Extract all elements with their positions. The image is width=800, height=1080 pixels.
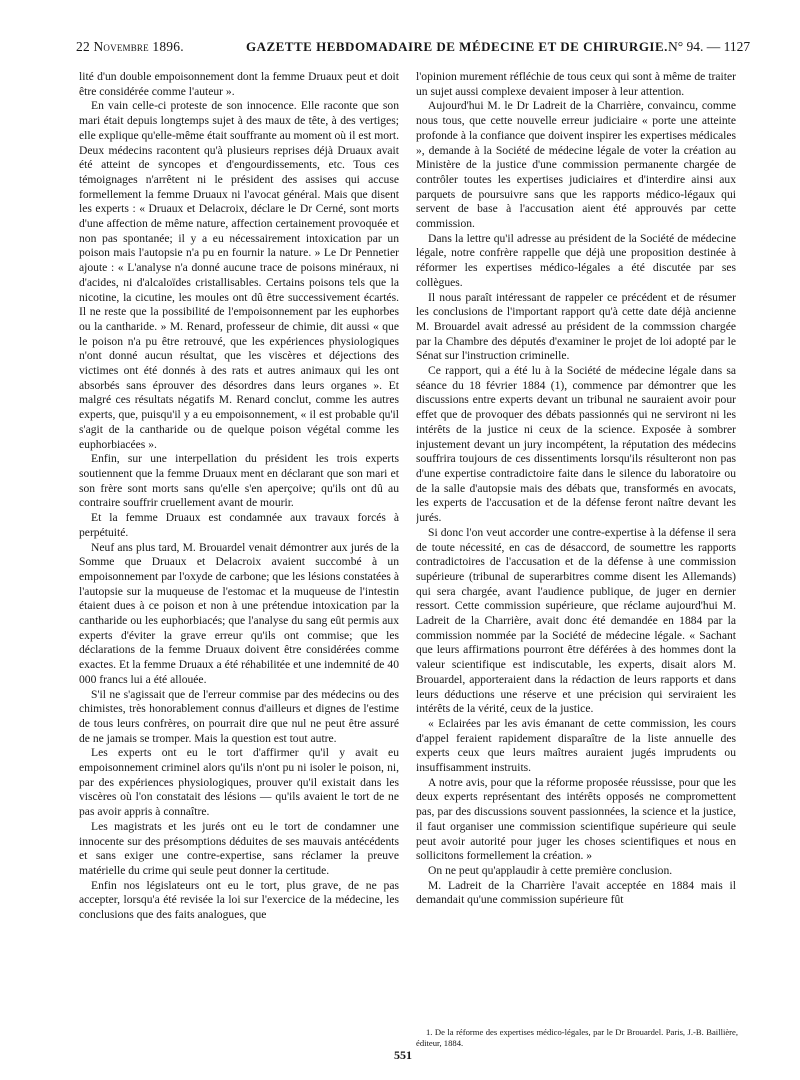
left-column [79, 70, 399, 1025]
paragraph: Dans la lettre qu'il adresse au président de la Société de médecine légale, notre confrère rappelle que déjà une proposition destinée à réformer les expertises médico-légales a été discutée par ses collègues. [416, 231, 736, 289]
paragraph: « Eclairées par les avis émanant de cette commission, les cours d'appel feraient rapidement disparaître de la liste annuelle des experts ceux que leurs maîtres auraient jugés imprudents ou insuffisamment instruits. [416, 716, 736, 775]
header-issue-number: N° 94. — 1127 [668, 39, 751, 54]
footnote-text: 1. De la réforme des expertises médico-légales, par le Dr Brouardel. Paris, J.-B. Baillière, éditeur, 1884. [416, 1027, 738, 1048]
paragraph: Les experts ont eu le tort d'affirmer qu'il y avait eu empoisonnement criminel alors qu'ils n'ont pu ni isoler le poison, ni, par des expériences physiologiques, prouver qu'il existait dans les viscères où l'on constatait des lésions — qu'ils avaient le tort de ne pas avoir appris à connaître. [79, 746, 399, 819]
page-header [76, 39, 751, 61]
paragraph: Enfin, sur une interpellation du président les trois experts soutiennent que la femme Druaux ment en déclarant que son mari et son frère sont morts sans qu'elle s'en aperçoive; qu'ils ont dû au contraire souffrir cruellement avant de mourir. [79, 452, 399, 510]
paragraph: lité d'un double empoisonnement dont la femme Druaux peut et doit être considérée comme l'auteur ». [79, 70, 399, 98]
page-folio: 551 [394, 1048, 412, 1062]
paragraph: En vain celle-ci proteste de son innocence. Elle raconte que son mari était depuis longtemps sujet à des maux de tête, à des vertiges; elle explique qu'elle-même était souffrante au moment où il est mort. Deux médecins racontent qu'à plusieurs reprises déjà Druaux avait été atteint de syncopes et d'engourdissements, etc. Tous ces témoignages n'arrêtent ni le président des assises qui accuse formellement la femme Druaux ni l'avocat général. Mais que disent les experts : « Druaux et Delacroix, déclare le Dr Cerné, sont morts d'une affection de même nature, affection certainement provoquée et non pas spontanée; il y a eu nécessairement intoxication par un poison mais l'autopsie n'a pu en fournir la nature. » Le Dr Pennetier ajoute : « L'analyse n'a donné aucune trace de poisons minéraux, ni d'acides, ni d'alcaloïdes cristallisables. Certains poisons tels que la nicotine, la cicutine, les moules ont dû être successivement écartés. Il ne reste que la possibilité de l'empoisonnement par les euphorbes ou la cantharide. » M. Renard, professeur de chimie, dit aussi « que le poison n'a pu être retrouvé, que les expériences physiologiques n'ont donné aucun résultat, que les viscères et déjections des victimes ont été donnés à des rats et autres animaux qui les ont absorbés sans éprouver des désordres dans leurs organes ». Et malgré ces résultats négatifs M. Renard conclut, comme les autres experts, que, puisqu'il y a eu empoisonnement, « il est probable qu'il s'agit de la cantharide ou de quelque poison végétal comme les euphorbiacées ». [79, 99, 399, 451]
paragraph: Neuf ans plus tard, M. Brouardel venait démontrer aux jurés de la Somme que Druaux et Delacroix avaient succombé à un empoisonnement par l'oxyde de carbone; que les lésions constatées à l'autopsie sur la muqueuse de l'estomac et la muqueuse de l'intestin étaient dues à ce poison et non à une prétendue intoxication par la cantharide ou les euphorbiacés; que l'analyse du sang eût permis aux experts d'éviter la grave erreur qu'ils ont commise; que les déclarations de la femme Druaux doivent être considérées comme exactes. Et la femme Druaux a été réhabilitée et une indemnité de 40 000 francs lui a été allouée. [79, 540, 399, 686]
right-column [416, 70, 736, 1025]
paragraph: Aujourd'hui M. le Dr Ladreit de la Charrière, convaincu, comme nous tous, que cette nouvelle erreur judiciaire « porte une atteinte profonde à la confiance que doivent inspirer les expertises médicales », demande à la Société de médecine légale de voter la création au Ministère de la justice d'une commission permanente chargée de contrôler toutes les expertises judiciaires et d'interdire ainsi aux parquets de poursuivre sans que les rapports médico-légaux qui servent de base à l'accusation aient été approuvés par cette commission. [416, 99, 736, 231]
paragraph: Ce rapport, qui a été lu à la Société de médecine légale dans sa séance du 18 février 1884 (1), commence par démontrer que les discussions entre experts devant un tribunal ne sauraient avoir pour effet que de provoquer des débats passionnés qui ne serviront ni les intérêts de la justice ni ceux de la science. Exposée à sombrer injustement devant un jury incompétent, la réputation des médecins souffrira toujours de ces dissentiments lorsqu'ils résulteront non pas d'une expertise contradictoire faite dans le silence du laboratoire ou de la salle d'autopsie mais des débats que, transformés en avocats, les experts de l'accusation et de la défense feront naître devant les jurés. [416, 364, 736, 525]
paragraph: S'il ne s'agissait que de l'erreur commise par des médecins ou des chimistes, très honorablement connus d'ailleurs et dignes de l'estime de tous leurs confrères, on pourrait dire que nul ne peut être assuré de ne jamais se tromper. Mais la question est tout autre. [79, 687, 399, 745]
paragraph: Enfin nos législateurs ont eu le tort, plus grave, de ne pas accepter, lorsqu'a été revisée la loi sur l'exercice de la médecine, les conclusions que des faits analogues, que [79, 878, 399, 922]
paragraph: Il nous paraît intéressant de rappeler ce précédent et de résumer les conclusions de l'important rapport qu'à cette date déjà ancienne M. Brouardel avait adressé au président de la commssion chargée par la Chambre des députés d'examiner le projet de loi adopté par le Sénat sur l'instruction criminelle. [416, 290, 736, 363]
header-date: 22 Novembre 1896. [76, 39, 184, 54]
paragraph: Si donc l'on veut accorder une contre-expertise à la défense il sera de toute nécessité, en cas de désaccord, de soumettre les rapports contradictoires de l'accusation et de la défense à une commission supérieure (tribunal de superarbitres comme disent les Allemands) qui sera chargée, avant l'audience publique, de juger en dernier ressort. Cette commission supérieure, que réclame aujourd'hui M. Ladreit de la Charrière, avait donc été demandée en 1884 par la commission nommée par la Société de médecine légale. « Sachant que leurs affirmations pourront être déférées à des hommes dont la valeur scientifique est indiscutable, les experts, disait alors M. Brouardel, apporteraient dans la rédaction de leurs rapports et dans leurs déductions une réserve et une précision qui serviraient les intérêts de la vérité, ceux de la justice. [416, 525, 736, 716]
paragraph: A notre avis, pour que la réforme proposée réussisse, pour que les deux experts représentant des intérêts opposés ne compromettent pas, par des discussions souvent passionnées, la science et la justice, il faut organiser une commission scientifique supérieure qui seule peut avoir autorité pour juger les choses scientifiques et nous en sollicitons formellement la création. » [416, 775, 736, 863]
header-journal-title: GAZETTE HEBDOMADAIRE DE MÉDECINE ET DE CHIRURGIE. [246, 39, 668, 54]
paragraph: Les magistrats et les jurés ont eu le tort de condamner une innocente sur des présomptions déduites de ses mauvais antécédents et sans exiger une contre-expertise, sans réclamer la preuve matérielle du crime qui seule peut donner la certitude. [79, 819, 399, 877]
paragraph: l'opinion murement réfléchie de tous ceux qui sont à même de traiter un sujet aussi complexe devaient imposer à leur attention. [416, 70, 736, 98]
paragraph: M. Ladreit de la Charrière l'avait acceptée en 1884 mais il demandait qu'une commission supérieure fût [416, 878, 736, 907]
paragraph: On ne peut qu'applaudir à cette première conclusion. [428, 863, 673, 877]
paragraph: Et la femme Druaux est condamnée aux travaux forcés à perpétuité. [79, 511, 399, 539]
footnote [416, 1027, 738, 1049]
